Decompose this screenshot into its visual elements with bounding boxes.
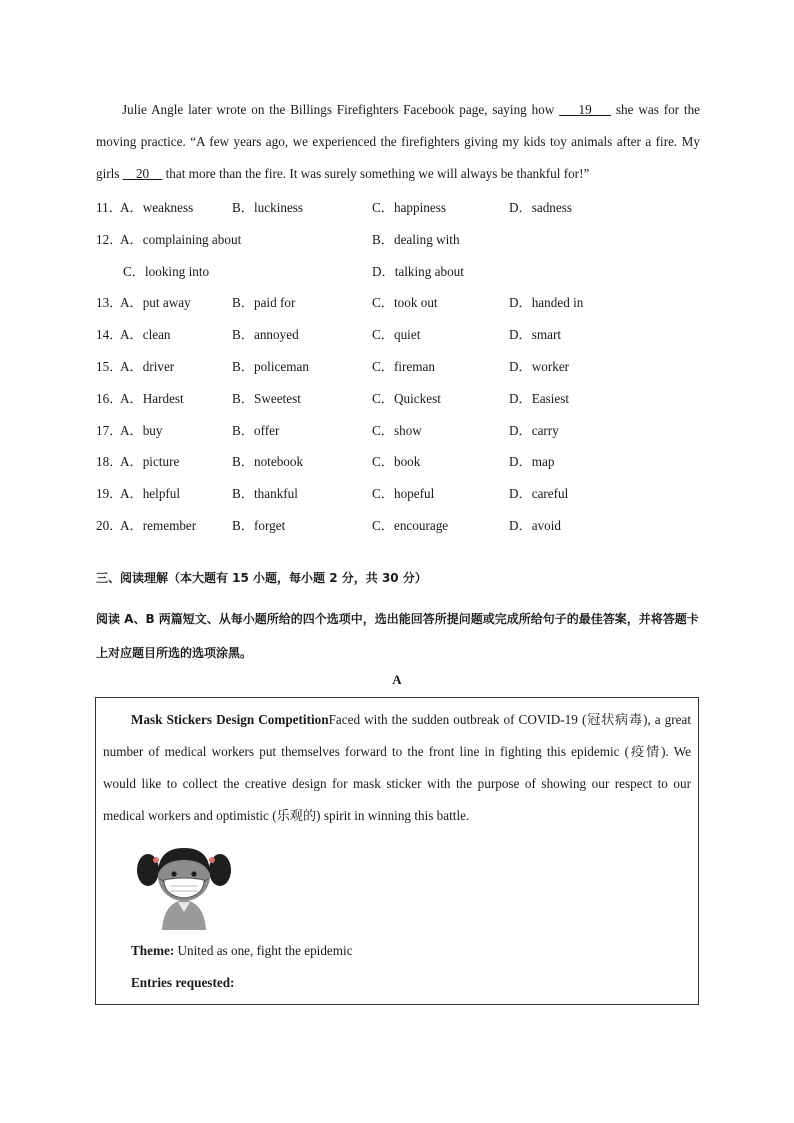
section-title: 三、阅读理解（本大题有 15 小题，每小题 2 分，共 30 分） (96, 571, 427, 585)
option-d: D．Easiest (509, 390, 570, 406)
passage-a-box (95, 697, 699, 1005)
option-d: D．map (509, 454, 555, 470)
question-number: 14． (96, 327, 123, 343)
option-b: B．luckiness (232, 200, 304, 215)
passage-a-heading: Mask Stickers Design Competition (131, 712, 329, 727)
question-number: 11． (96, 200, 122, 215)
blank-20: 20 (122, 166, 163, 181)
option-c: C．Quickest (372, 390, 441, 406)
option-a: A．buy (120, 422, 163, 438)
option-d: D．avoid (509, 518, 562, 533)
option-a: A．complaining about (120, 231, 242, 247)
question-number: 20． (96, 518, 123, 533)
question-number: 15． (96, 359, 123, 374)
entries-requested-label: Entries requested: (131, 975, 235, 990)
option-d: D．smart (509, 327, 562, 343)
cloze-passage-ending: Julie Angle later wrote on the Billings Firefighters Facebook page, saying how 19 she was for the moving practice. “A few years ago, we experienced the firefighters giving my kids toy animals after a fire. My girls 20 that more than the fire. It was surely something we will always be thankful for!” (96, 102, 701, 181)
question-number: 19． (96, 486, 123, 502)
girl-with-mask-icon (134, 840, 234, 930)
option-a: A．Hardest (120, 390, 184, 406)
option-a: A．clean (120, 327, 171, 343)
option-d: D．sadness (509, 200, 573, 215)
option-b: B．offer (232, 422, 280, 438)
option-a: A．put away (120, 295, 191, 311)
option-c: C．fireman (372, 359, 435, 374)
option-b: B．annoyed (232, 327, 299, 343)
option-d: D．handed in (509, 295, 584, 311)
option-c: C．encourage (372, 518, 449, 533)
question-number: 12． (96, 231, 123, 247)
option-a: A．remember (120, 518, 197, 533)
option-b: B．notebook (232, 454, 304, 470)
option-b: B．policeman (232, 359, 309, 374)
question-number: 16． (96, 390, 123, 406)
option-c: C．happiness (372, 200, 446, 215)
option-b: B．paid for (232, 295, 296, 311)
option-c: C．took out (372, 295, 438, 311)
option-b: B．forget (232, 518, 286, 533)
question-number: 13． (96, 295, 123, 311)
section-instruction: 阅读 A、B 两篇短文、从每小题所给的四个选项中，选出能回答所提问题或完成所给句子的最佳答案，并将答题卡上对应题目所选的选项涂黑。 (96, 612, 699, 660)
option-d: D．careful (509, 486, 569, 502)
option-b: B．Sweetest (232, 390, 301, 406)
option-b: B．thankful (232, 486, 298, 502)
option-c: C．book (372, 454, 421, 470)
option-c: B．dealing with (372, 231, 460, 247)
question-number: 17． (96, 422, 123, 438)
passage-label: A (392, 672, 402, 687)
option-d: D．carry (509, 422, 559, 438)
option-a: A．weakness (120, 200, 194, 215)
option-a: A．driver (120, 359, 175, 374)
option-d: D．worker (509, 359, 570, 374)
question-number: 18． (96, 454, 123, 470)
option-a: A．helpful (120, 486, 181, 502)
blank-19: 19 (559, 102, 612, 117)
option-c: C．quiet (372, 327, 421, 343)
option-a: A．picture (120, 454, 180, 470)
passage-a-body: Mask Stickers Design CompetitionFaced with the sudden outbreak of COVID-19 (冠状病毒), a great number of medical workers put themselves forward to the front line in fighting this epidemic (疫情). We would like to collect the creative design for mask sticker with the purpose of showing our respect to our medical workers and optimistic (乐观的) spirit in winning this battle. (103, 712, 691, 823)
option-c: C．hopeful (372, 486, 435, 502)
option-c: C．show (372, 422, 422, 438)
theme-line: Theme: United as one, fight the epidemic (131, 943, 353, 958)
option-c: D．talking about (372, 263, 464, 279)
option-a: C．looking into (123, 263, 210, 279)
